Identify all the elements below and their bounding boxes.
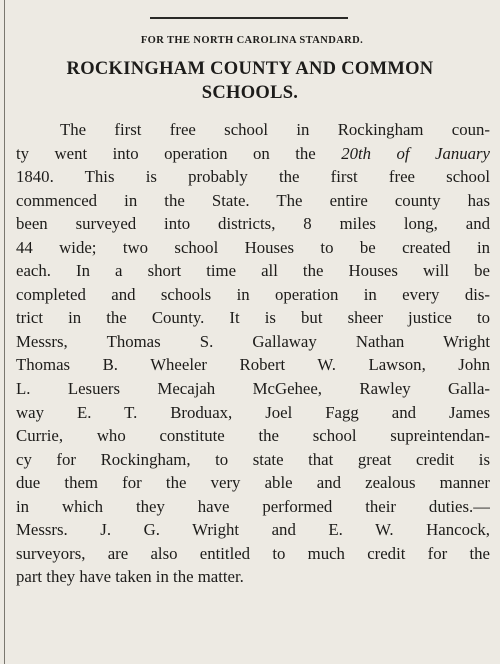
body-line: completed and schools in operation in every dis- — [16, 284, 490, 304]
headline-line-2: SCHOOLS. — [201, 83, 299, 103]
article-kicker: FOR THE NORTH CAROLINA STANDARD. — [140, 35, 364, 46]
headline-line-1: ROCKINGHAM COUNTY AND COMMON — [66, 59, 434, 79]
body-line: been surveyed into districts, 8 miles long, and — [16, 214, 490, 234]
body-line: way E. T. Broduax, Joel Fagg and James — [16, 402, 490, 422]
body-line: Currie, who constitute the school supreintendan- — [16, 426, 490, 446]
body-line: The first free school in Rockingham coun- — [60, 120, 490, 139]
body-line: each. In a short time all the Houses will be — [16, 261, 490, 281]
body-line: cy for Rockingham, to state that great credit is — [16, 449, 490, 469]
body-line: due them for the very able and zealous manner — [16, 473, 490, 493]
column-rule — [4, 0, 5, 664]
body-line: L. Lesuers Mecajah McGehee, Rawley Galla- — [16, 379, 490, 399]
article-headline — [10, 57, 490, 105]
separator-rule — [150, 17, 348, 19]
body-line: commenced in the State. The entire county has — [16, 190, 490, 210]
body-line: Thomas B. Wheeler Robert W. Lawson, John — [16, 355, 490, 375]
body-line: Messrs. J. G. Wright and E. W. Hancock, — [16, 520, 490, 540]
article-body — [16, 118, 490, 589]
body-line: 44 wide; two school Houses to be created in — [16, 237, 490, 257]
body-line: ty went into operation on the 20th of January — [16, 143, 490, 163]
body-line: 1840. This is probably the first free school — [16, 167, 490, 187]
body-line: trict in the County. It is but sheer justice to — [16, 308, 490, 328]
body-line: Messrs, Thomas S. Gallaway Nathan Wright — [16, 331, 490, 351]
body-line: in which they have performed their duties.— — [16, 496, 490, 516]
body-line: part they have taken in the matter. — [16, 567, 244, 587]
body-line: surveyors, are also entitled to much credit for the — [16, 543, 490, 563]
